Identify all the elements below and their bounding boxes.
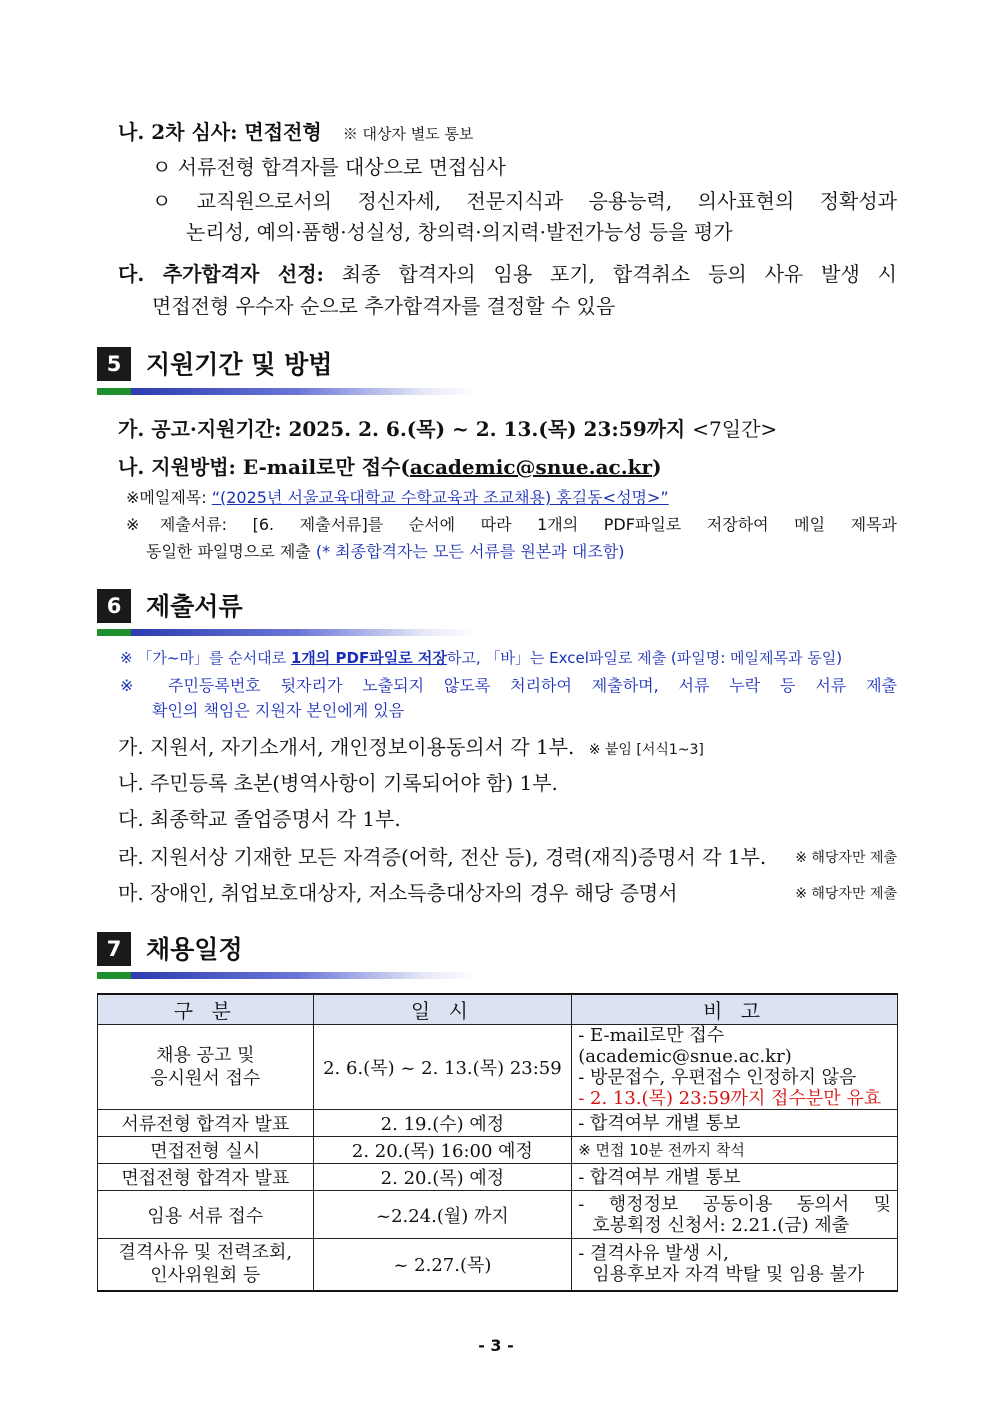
- application-method: 나. 지원방법: E-mail로만 접수(academic@snue.ac.kr): [118, 455, 662, 479]
- row-category: 채용 공고 및 응시원서 접수: [98, 1025, 314, 1110]
- row-category: 서류전형 합격자 발표: [98, 1110, 314, 1137]
- row-date: 2. 20.(목) 예정: [313, 1164, 572, 1191]
- table-row: [98, 1239, 898, 1291]
- interview-note: ※ 대상자 별도 통보: [342, 125, 474, 143]
- table-row: [98, 1191, 898, 1239]
- privacy-note-line-2: 확인의 책임은 지원자 본인에게 있음: [152, 701, 405, 720]
- docs-note-line-2: 동일한 파일명으로 제출 (* 최종합격자는 모든 서류를 원본과 대조함): [146, 542, 625, 561]
- page-number: - 3 -: [478, 1336, 514, 1355]
- interview-bullet-2-cont: 논리성, 예의·품행·성실성, 창의력·의지력·발전가능성 등을 평가: [186, 220, 733, 244]
- row-note: - 행정정보 공동이용 동의서 및 호봉획정 신청서: 2.21.(금) 제출: [572, 1191, 898, 1239]
- table-row: [98, 1110, 898, 1137]
- doc-item: 나. 주민등록 초본(병역사항이 기록되어야 함) 1부.: [118, 771, 558, 795]
- application-email-link[interactable]: academic@snue.ac.kr: [409, 455, 653, 479]
- header-date: 일 시: [313, 994, 572, 1025]
- section-5-title: 지원기간 및 방법: [146, 350, 333, 379]
- section-5-underline: [97, 388, 477, 395]
- docs-order-note: ※ 「가~마」를 순서대로 1개의 PDF파일로 저장하고, 「바」는 Excel파일로 제출 (파일명: 메일제목과 동일): [120, 649, 843, 667]
- schedule-table: [97, 993, 898, 1292]
- header-note: 비 고: [572, 994, 898, 1025]
- section-5-number: 5: [97, 347, 131, 381]
- additional-pass-line-2: 면접전형 우수자 순으로 추가합격자를 결정할 수 있음: [152, 294, 616, 318]
- row-date: 2. 19.(수) 예정: [313, 1110, 572, 1137]
- row-category: 면접전형 실시: [98, 1137, 314, 1164]
- doc-item: 가. 지원서, 자기소개서, 개인정보이용동의서 각 1부. ※ 붙임 [서식1~3]: [118, 735, 704, 759]
- row-category: 결격사유 및 전력조회, 인사위원회 등: [98, 1239, 314, 1291]
- section-7-title: 채용일정: [146, 935, 243, 964]
- row-date: ~ 2.27.(목): [313, 1239, 572, 1291]
- interview-bullet-2: ㅇ 교직원으로서의 정신자세, 전문지식과 응용능력, 의사표현의 정확성과: [152, 189, 897, 213]
- interview-heading: 나. 2차 심사: 면접전형 ※ 대상자 별도 통보: [118, 120, 474, 144]
- section-6-number: 6: [97, 589, 131, 623]
- row-date: 2. 6.(목) ~ 2. 13.(목) 23:59: [313, 1025, 572, 1110]
- row-category: 임용 서류 접수: [98, 1191, 314, 1239]
- mail-subject: ※메일제목: “(2025년 서울교육대학교 수학교육과 조교채용) 홍길동<성명>”: [126, 488, 669, 507]
- privacy-note-line-1: ※ 주민등록번호 뒷자리가 노출되지 않도록 처리하여 제출하며, 서류 누락 등 서류 제출: [120, 676, 897, 695]
- doc-item: 라. 지원서상 기재한 모든 자격증(어학, 전산 등), 경력(재직)증명서 각 1부. ※ 해당자만 제출: [118, 845, 897, 869]
- row-note: ※ 면접 10분 전까지 착석: [572, 1137, 898, 1164]
- table-row: [98, 1164, 898, 1191]
- section-7-number: 7: [97, 932, 131, 966]
- docs-note-line-1: ※제출서류: [6. 제출서류]를 순서에 따라 1개의 PDF파일로 저장하여 메일 제목과: [126, 515, 897, 534]
- row-date: 2. 20.(목) 16:00 예정: [313, 1137, 572, 1164]
- doc-item: 다. 최종학교 졸업증명서 각 1부.: [118, 807, 401, 831]
- interview-bullet-1: ㅇ 서류전형 합격자를 대상으로 면접심사: [152, 155, 506, 179]
- mail-subject-value: “(2025년 서울교육대학교 수학교육과 조교채용) 홍길동<성명>”: [211, 488, 669, 507]
- row-date: ~2.24.(월) 까지: [313, 1191, 572, 1239]
- row-note: - E-mail로만 접수(academic@snue.ac.kr) - 방문접수, 우편접수 인정하지 않음 - 2. 13.(목) 23:59까지 접수분만 유효: [572, 1025, 898, 1110]
- table-row: [98, 1137, 898, 1164]
- section-7-underline: [97, 972, 537, 979]
- row-note: - 결격사유 발생 시, 임용후보자 자격 박탈 및 임용 불가: [572, 1239, 898, 1291]
- row-note: - 합격여부 개별 통보: [572, 1110, 898, 1137]
- table-header-row: [98, 994, 898, 1025]
- doc-item: 마. 장애인, 취업보호대상자, 저소득층대상자의 경우 해당 증명서 ※ 해당자만 제출: [118, 881, 897, 905]
- table-row: [98, 1025, 898, 1110]
- additional-pass-line-1: 다. 추가합격자 선정: 최종 합격자의 임용 포기, 합격취소 등의 사유 발생 시: [118, 262, 897, 286]
- section-6-title: 제출서류: [146, 592, 243, 621]
- row-note: - 합격여부 개별 통보: [572, 1164, 898, 1191]
- section-6-underline: [97, 629, 477, 636]
- header-category: 구 분: [98, 994, 314, 1025]
- application-period: 가. 공고·지원기간: 2025. 2. 6.(목) ~ 2. 13.(목) 23:59까지 <7일간>: [118, 417, 778, 441]
- row-category: 면접전형 합격자 발표: [98, 1164, 314, 1191]
